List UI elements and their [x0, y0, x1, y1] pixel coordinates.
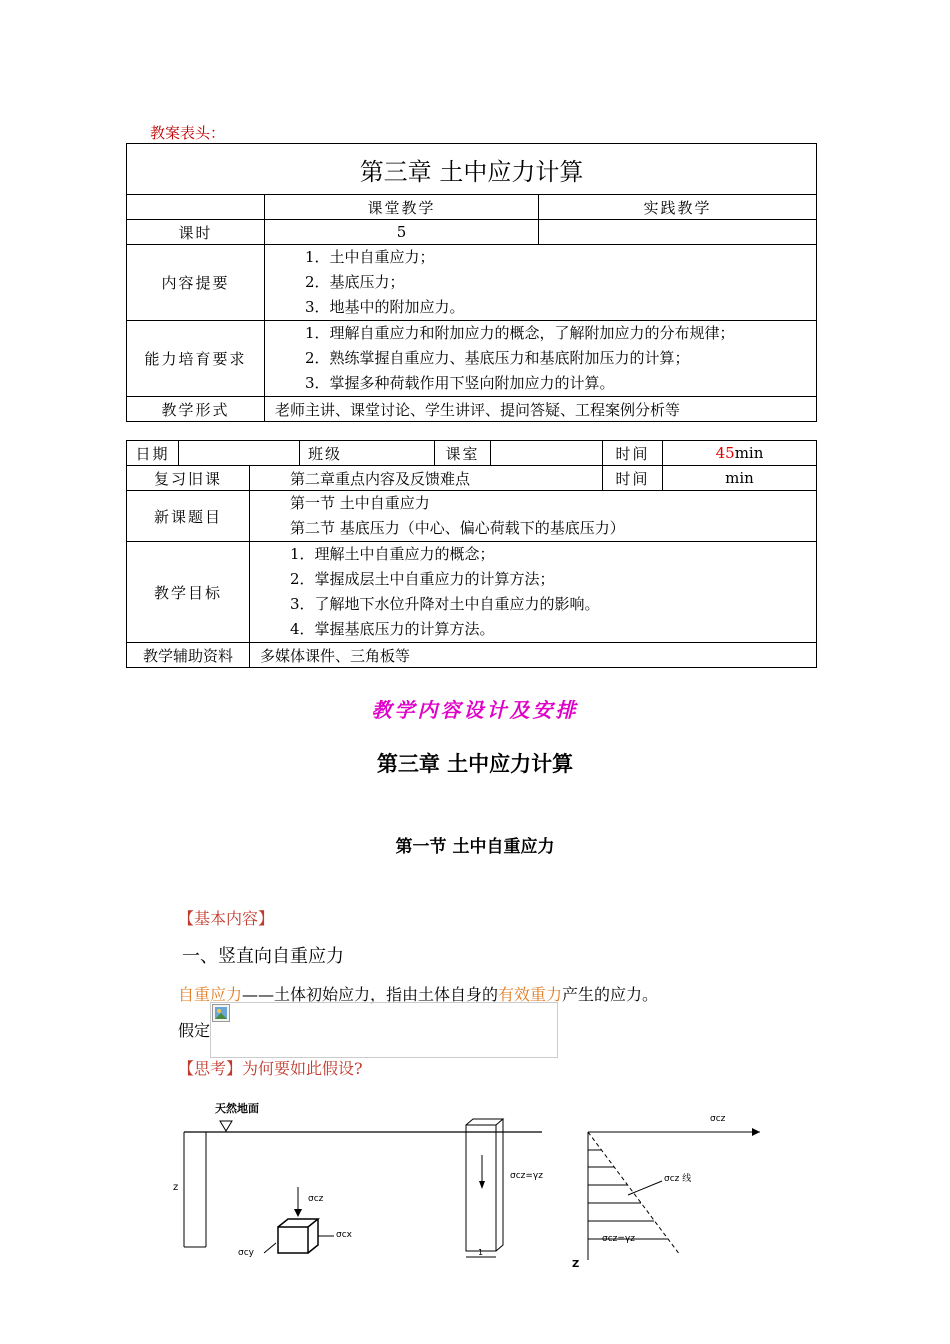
content-item: 3．地基中的附加应力。 — [305, 298, 465, 316]
review-label: 复习旧课 — [127, 466, 250, 491]
section-heading: 第一节 土中自重应力 — [395, 837, 555, 857]
soil-element — [278, 1227, 308, 1253]
missing-image-frame — [210, 1002, 558, 1058]
room-label: 课室 — [435, 441, 491, 466]
sigma-x-label: σcx — [336, 1230, 352, 1240]
time-label: 时间 — [603, 441, 663, 466]
aid-value: 多媒体课件、三角板等 — [250, 643, 817, 668]
content-item: 1．土中自重应力； — [305, 248, 435, 266]
stress-axis-label: σcz — [710, 1114, 726, 1124]
chapter-title-cell: 第三章 土中应力计算 — [127, 144, 817, 195]
soil-column — [466, 1125, 496, 1251]
new-topic-item: 第一节 土中自重应力 — [290, 494, 430, 512]
goal-item: 3．了解地下水位升降对土中自重应力的影响。 — [290, 595, 600, 613]
definition-paragraph: 自重应力——土体初始应力，指由土体自身的有效重力产生的应力。 — [178, 985, 659, 1004]
ability-item: 3．掌握多种荷载作用下竖向附加应力的计算。 — [305, 374, 615, 392]
z-axis-label: Z — [572, 1259, 580, 1270]
time-value: 45min — [663, 441, 817, 466]
goal-item: 4．掌握基底压力的计算方法。 — [290, 620, 495, 638]
term-self-weight-stress: 自重应力 — [178, 985, 243, 1004]
broken-image-icon — [212, 1004, 230, 1022]
sigma-y-label: σcy — [238, 1248, 254, 1258]
sigma-z-label: σcz — [308, 1194, 324, 1204]
subheading: 一、竖直向自重应力 — [182, 946, 344, 967]
goal-label: 教学目标 — [127, 542, 250, 643]
content-label: 内容提要 — [127, 245, 265, 321]
new-topic-label: 新课题目 — [127, 491, 250, 542]
ability-item: 1．理解自重应力和附加应力的概念，了解附加应力的分布规律； — [305, 324, 735, 342]
lesson-overview-table — [126, 143, 817, 422]
chapter-heading: 第三章 土中应力计算 — [376, 752, 574, 776]
arrow-sigma-y — [264, 1243, 276, 1253]
form-label: 教学形式 — [127, 397, 265, 422]
content-item: 2．基底压力； — [305, 273, 405, 291]
self-weight-stress-figure — [170, 1095, 770, 1280]
ground-marker-icon — [220, 1121, 232, 1131]
new-topic-item: 第二节 基底压力（中心、偏心荷载下的基底压力） — [290, 519, 625, 537]
room-value — [491, 441, 603, 466]
ability-item: 2．熟练掌握自重应力、基底压力和基底附加压力的计算； — [305, 349, 690, 367]
class-label: 班级 — [300, 441, 435, 466]
column-formula: σcz=γz — [510, 1171, 543, 1181]
col-theory: 课堂教学 — [265, 195, 539, 220]
hours-value: 5 — [265, 220, 539, 245]
review-time-label: 时间 — [603, 466, 663, 491]
assume-label: 假定 — [178, 1021, 211, 1040]
form-value: 老师主讲、课堂讨论、学生讲评、提问答疑、工程案例分析等 — [265, 397, 817, 422]
lesson-header-label: 教案表头： — [150, 124, 226, 142]
stress-curve-label: σcz 线 — [664, 1174, 692, 1184]
design-title: 教学内容设计及安排 — [371, 698, 579, 722]
think-question: 【思考】为何要如此假设? — [178, 1059, 363, 1078]
unit-width-label: 1 — [478, 1248, 484, 1257]
distribution-formula: σcz=γz — [602, 1234, 635, 1244]
term-effective-weight: 有效重力 — [498, 985, 563, 1004]
review-value: 第二章重点内容及反馈难点 — [250, 466, 603, 491]
date-label: 日期 — [127, 441, 179, 466]
lesson-detail-table — [126, 440, 817, 668]
ground-surface-label: 天然地面 — [215, 1102, 259, 1115]
basic-content-label: 【基本内容】 — [178, 909, 275, 928]
date-value — [179, 441, 300, 466]
depth-label: z — [173, 1182, 179, 1193]
hours-label: 课时 — [127, 220, 265, 245]
review-time-value: min — [663, 466, 817, 491]
goal-item: 1．理解土中自重应力的概念； — [290, 545, 495, 563]
goal-item: 2．掌握成层土中自重应力的计算方法； — [290, 570, 555, 588]
col-practice: 实践教学 — [539, 195, 817, 220]
aid-label: 教学辅助资料 — [127, 643, 250, 668]
ability-label: 能力培育要求 — [127, 321, 265, 397]
